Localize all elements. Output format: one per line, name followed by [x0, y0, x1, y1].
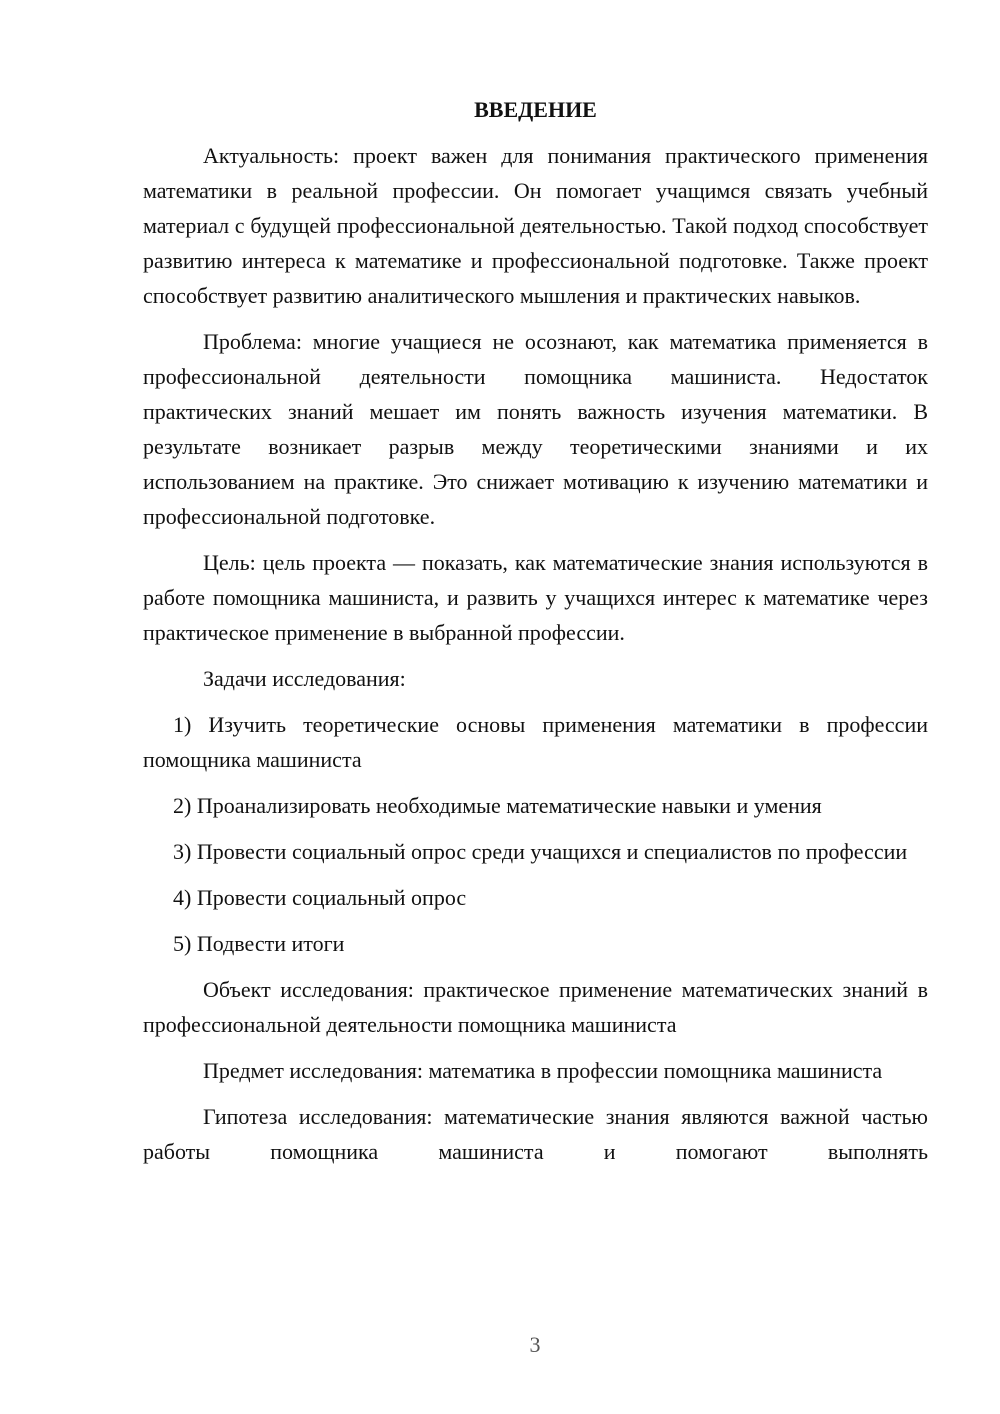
paragraph-tasks-heading: Задачи исследования:: [203, 666, 406, 691]
paragraph-subject: Предмет исследования: математика в профессии помощника машиниста: [203, 1058, 883, 1083]
section-title: ВВЕДЕНИЕ: [474, 97, 597, 122]
page-number: 3: [529, 1332, 541, 1357]
task-item-2: 2) Проанализировать необходимые математические навыки и умения: [173, 793, 822, 818]
paragraph-object: Объект исследования: практическое применение математических знаний в профессиональной деятельности помощника машиниста: [143, 977, 928, 1037]
task-item-1: 1) Изучить теоретические основы применения математики в профессии помощника машиниста: [143, 712, 928, 772]
task-item-3: 3) Провести социальный опрос среди учащихся и специалистов по профессии: [173, 839, 908, 864]
paragraph-problem: Проблема: многие учащиеся не осознают, как математика применяется в профессиональной деятельности помощника машиниста. Недостаток практических знаний мешает им понять важность изучения математики. В результате возникает разрыв между теоретическими знаниями и их использованием на практике. Это снижает мотивацию к изучению математики и профессиональной подготовке.: [143, 329, 928, 529]
document-page: [143, 92, 928, 1180]
task-item-5: 5) Подвести итоги: [173, 931, 345, 956]
paragraph-goal: Цель: цель проекта — показать, как математические знания используются в работе помощника машиниста, и развить у учащихся интерес к математике через практическое применение в выбранной профессии.: [143, 550, 928, 645]
paragraph-hypothesis: Гипотеза исследования: математические знания являются важной частью работы помощника машиниста и помогают выполнять: [143, 1104, 928, 1164]
task-item-4: 4) Провести социальный опрос: [173, 885, 467, 910]
paragraph-relevance: Актуальность: проект важен для понимания практического применения математики в реальной профессии. Он помогает учащимся связать учебный материал с будущей профессиональной деятельностью. Такой подход способствует развитию интереса к математике и профессиональной подготовке. Также проект способствует развитию аналитического мышления и практических навыков.: [143, 143, 928, 308]
